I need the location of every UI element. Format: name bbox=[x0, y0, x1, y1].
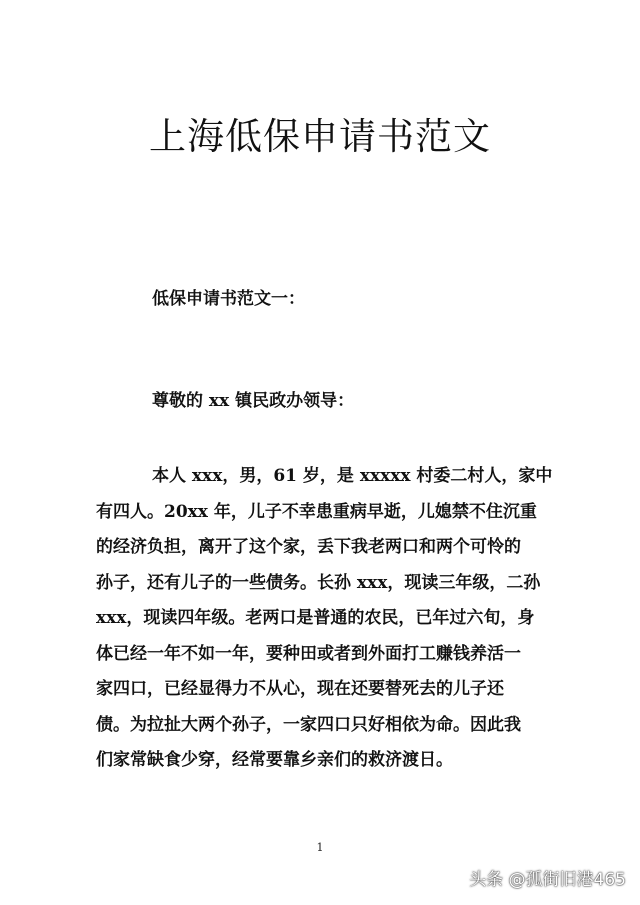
body-line-6: 体已经一年不如一年，要种田或者到外面打工赚钱养活一 bbox=[96, 643, 521, 664]
page-number: 1 bbox=[316, 841, 324, 854]
body-line-4: 孙子，还有儿子的一些债务。长孙 xxx，现读三年级，二孙 bbox=[96, 572, 541, 593]
document-title: 上海低保申请书范文 bbox=[149, 115, 491, 158]
body-line-8: 债。为拉扯大两个孙子，一家四口只好相依为命。因此我 bbox=[96, 714, 521, 735]
body-line-2: 有四人。20xx 年，儿子不幸患重病早逝，儿媳禁不住沉重 bbox=[96, 501, 537, 522]
body-line-7: 家四口，已经显得力不从心，现在还要替死去的儿子还 bbox=[96, 679, 504, 699]
body-line-1: 本人 xxx，男，61 岁，是 xxxxx 村委二村人，家中 bbox=[152, 466, 553, 486]
body-paragraph bbox=[96, 459, 553, 779]
body-line-5: xxx，现读四年级。老两口是普通的农民，已年过六旬，身 bbox=[96, 608, 535, 628]
body-line-9: 们家常缺食少穿，经常要靠乡亲们的救济渡日。 bbox=[96, 750, 453, 770]
section-heading: 低保申请书范文一： bbox=[152, 289, 305, 309]
salutation-line: 尊敬的 xx 镇民政办领导： bbox=[152, 391, 355, 411]
watermark-text: 头条 @孤街旧港465 bbox=[469, 870, 626, 890]
body-line-3: 的经济负担，离开了这个家，丢下我老两口和两个可怜的 bbox=[96, 537, 521, 557]
